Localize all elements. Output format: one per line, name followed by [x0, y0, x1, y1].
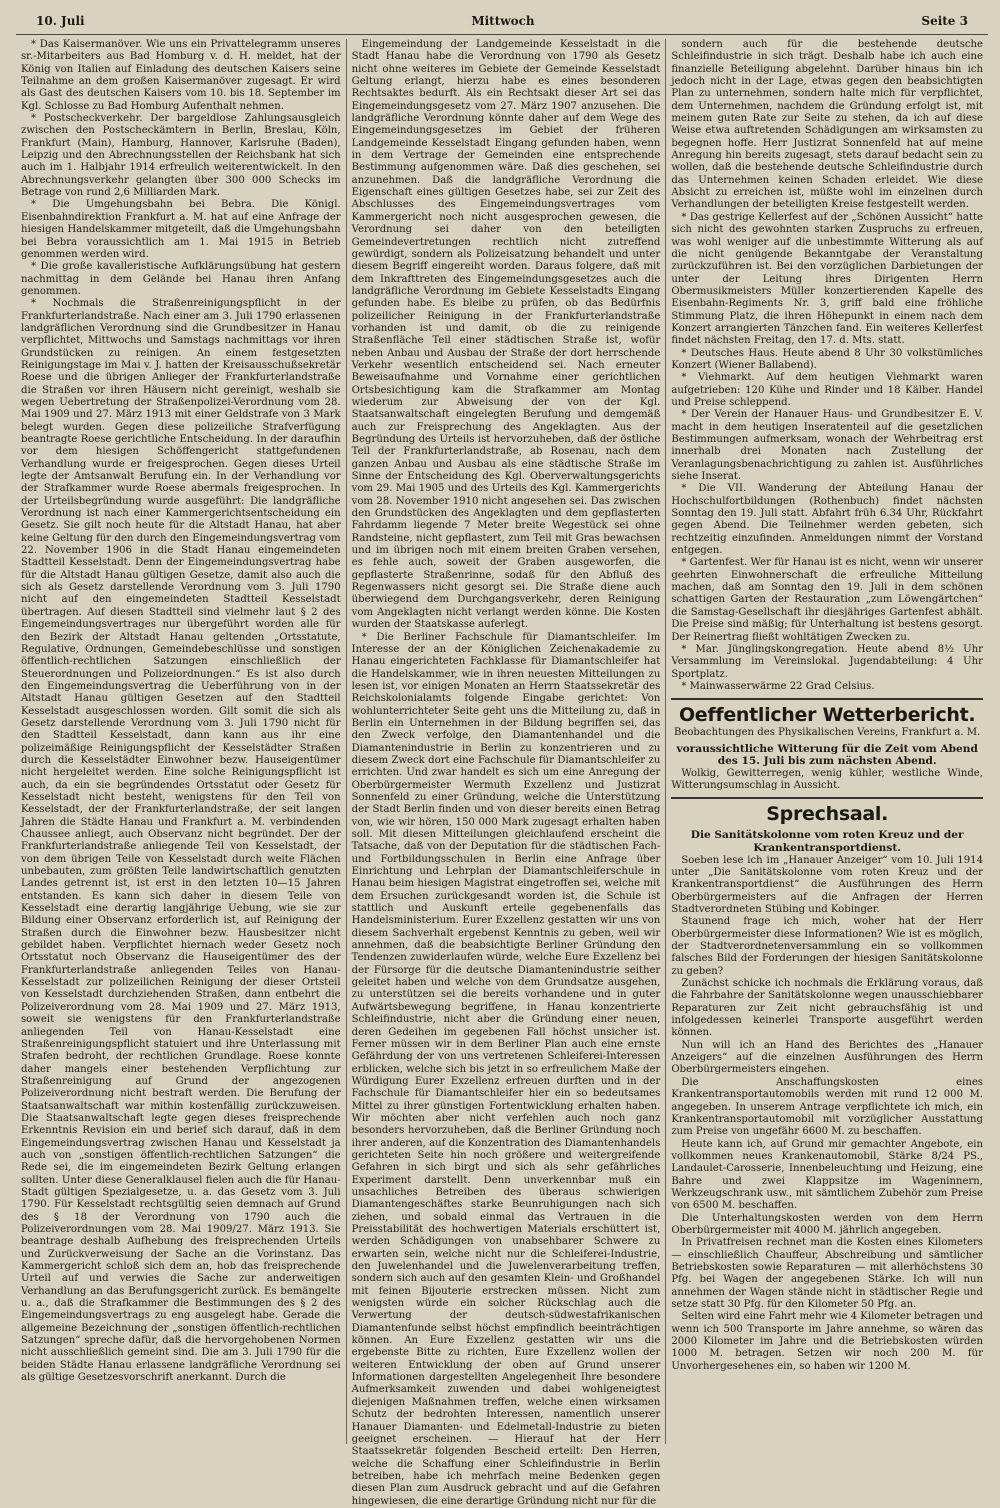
article-diamantschleifer-cont: sondern auch für die bestehende deutsche Schleifindustrie in sich trägt. Deshalb habe ich auch eine finanzielle Beteiligung abgelehnt. Darüber hinaus bin ich jedoch nicht in der Lage, etwas gegen den beabsichtigten Plan zu unternehmen, sondern halte mich für verpflichtet, dem Unternehmen, nachdem die Gründung erfolgt ist, mit meinem guten Rate zur Seite zu stehen, da ich auf diese Weise etwa auftretenden Schädigungen am wirksamsten zu begegnen hoffe. Herr Justizrat Sonnenfeld hat auf meine Anregung hin bereits zugesagt, stets darauf bedacht sein zu wollen, daß die bestehende deutsche Schleifindustrie durch das Unternehmen keinen Schaden erleidet. Wie diese Absicht zu erreichen ist, müßte wohl im einzelnen durch Verhandlungen der beteiligten Kreise festgestellt werden.	[671, 39, 983, 211]
sprechsaal-paragraph: Selten wird eine Fahrt mehr wie 4 Kilometer betragen und wenn ich 500 Transporte im Jahre annehme, so wären das 2000 Kilometer im Jahre und die Betriebskosten würden 1000 M. betragen. Setzen wir noch 200 M. für Unvorhergesehenes ein, so haben wir 1200 M.	[671, 1311, 983, 1372]
article-aufklaerungsuebung: * Die große kavalleristische Aufklärungsübung hat gestern nachmittag in dem Gelände bei Hanau ihren Anfang genommen.	[21, 261, 341, 297]
article-mainwasser: * Mainwasserwärme 22 Grad Celsius.	[681, 680, 875, 692]
article-grundbesitzer: * Der Verein der Hanauer Haus- und Grundbesitzer E. V. macht in dem heutigen Inseratenteil auf die gesetzlichen Bestimmungen aufmerksam, wonach der Wehrbeitrag erst innerhalb drei Monaten nach Zustellung der Veranlagungsbenachrichtigung zu zahlen ist. Ausführliches siehe Inserat.	[671, 409, 983, 483]
column-1	[16, 39, 346, 1444]
header-page-number: Seite 3	[921, 14, 968, 28]
header-weekday: Mittwoch	[471, 14, 535, 28]
article-kaisermanoever: * Das Kaisermanöver. Wie uns ein Privattelegramm unseres sr.-Mitarbeiters aus Bad Homburg v. d. H. meldet, hat der König von Italien auf Einladung des deutschen Kaisers seine Teilnahme an dem großen Kaisermanöver zugesagt. Er wird als Gast des deutschen Kaisers vom 10. bis 18. September im Kgl. Schlosse zu Bad Homburg Aufenthalt nehmen.	[21, 39, 341, 112]
sprechsaal-paragraph: Nun will ich an Hand des Berichtes des „Hanauer Anzeigers“ auf die einzelnen Ausführungen des Herrn Oberbürgermeisters eingehen.	[671, 1039, 983, 1076]
sprechsaal-title: Sprechsaal.	[766, 803, 889, 826]
sprechsaal-section	[671, 797, 983, 1373]
article-kongregation: * Mar. Jünglingskongregation. Heute abend 8½ Uhr Versammlung im Vereinslokal. Jugendabteilung: 4 Uhr Sportplatz.	[671, 643, 983, 680]
sprechsaal-paragraph: Zunächst schicke ich nochmals die Erklärung voraus, daß die Fahrbahre der Sanitätskolonne wegen unausschiebbarer Reparaturen zur Zeit nicht gebrauchsfähig ist und infolgedessen keinerlei Transporte ausgeführt werden können.	[671, 978, 983, 1039]
article-strassenreinigung: * Nochmals die Straßenreinigungspflicht in der Frankfurterlandstraße. Nach einer am 3. Juli 1790 erlassenen landgräflichen Verordnung sind die Grundbesitzer in Hanau verpflichtet, Mittwochs und Samstags nachmittags vor ihren Grundstücken zu reinigen. An einem festgesetzten Reinigungstage im Mai v. J. hatten der Kreisausschußsekretär Roese und die übrigen Anlieger der Frankfurterlandstraße die Straßen vor ihren Häusern nicht gereinigt, weshalb sie wegen Uebertretung der Straßenpolizei-Verordnung vom 28. Mai 1909 und 27. März 1913 mit einer Geldstrafe von 3 Mark belegt wurden. Gegen diese polizeiliche Strafverfügung beantragte Roese gerichtliche Entscheidung. In der daraufhin vor dem hiesigen Schöffengericht stattgefundenen Verhandlung wurde er freigesprochen. Gegen dieses Urteil legte der Amtsanwalt Berufung ein. In der Verhandlung vor der Strafkammer wurde Roese abermals freigesprochen. In der Urteilsbegründung wurde ausgeführt: Die landgräfliche Verordnung ist nach einer Kammergerichtsentscheidung ein Gesetz. Sie gilt noch heute für die Altstadt Hanau, hat aber keine Geltung für den durch den Eingemeindungsvertrag vom 22. November 1906 in die Stadt Hanau eingemeindeten Stadtteil Kesselstadt. Denn der Eingemeindungsvertrag habe für die Altstadt Hanau gültigen Gesetze, damit also auch die sich als Gesetz darstellende Verordnung vom 3. Juli 1790 nicht auf den eingemeindeten Stadtteil Kesselstadt übertragen. Auf diesen Stadtteil sind vielmehr laut § 2 des Eingemeindungsvertrages nur übergeführt worden alle für den Bezirk der Altstadt Hanau geltenden „Ortsstatute, Regulative, Ordnungen, Gemeindebeschlüsse und sonstigen öffentlich-rechtlichen Satzungen einschließlich der Steuerordnungen und Polizeiordnungen.“ Es ist also durch den Eingemeindungsvertrag die Ueberführung von in der Altstadt Hanau gültigen Gesetzen auf den Stadtteil Kesselstadt ausgeschlossen worden. Gilt somit die sich als Gesetz darstellende Verordnung vom 3. Juli 1790 nicht für den Stadtteil Kesselstadt, dann kann aus ihr eine polizeimäßige Reinigungspflicht der Kesselstädter Straßen durch die Kesselstädter Einwohner bezw. Hauseigentümer nicht hergeleitet werden. Eine solche Reinigungspflicht ist auch, da ein sie begründendes Ortsstatut oder Gesetz für Kesselstadt nicht besteht, wenigstens für den Teil von Kesselstadt, der der Frankfurterlandstraße, der seit langen Jahren die Städte Hanau und Frankfurt a. M. verbindenden Chaussee anliegt, auch Observanz nicht begründet. Der der Frankfurterlandstraße anliegende Teil von Kesselstadt, der von dem übrigen Teile von Kesselstadt durch weite Flächen unbebauten, zum größten Teile landwirtschaftlich genutzten Landes getrennt ist, ist erst in den letzten 10—15 Jahren entstanden. Es kann sich daher in diesem Teile von Kesselstadt eine derartig langjährige Uebung, wie sie zur Bildung einer Observanz erforderlich ist, auf Reinigung der Straßen durch die Einwohner bezw. Hausbesitzer nicht gebildet haben. Verpflichtet hiernach weder Gesetz noch Ortsstatut noch Observanz die Hauseigentümer des der Frankfurterlandstraße anliegenden Teiles von Hanau-Kesselstadt zur polizeilichen Reinigung der dieser Ortsteil von Kesselstadt durchziehenden Straßen, dann entbehrt die Polizeiverordnung vom 28. Mai 1909 und 27. März 1913, soweit sie wenigstens für den Frankfurterlandstraße anliegenden Teil von Hanau-Kesselstadt eine Straßenreinigungspflicht statuiert und ihre Unterlassung mit Strafen bedroht, der rechtlichen Grundlage. Roese konnte daher mangels einer bestehenden Verpflichtung zur Straßenreinigung auf Grund der angezogenen Polizeiverordnung nicht bestraft werden. Die Berufung der Staatsanwaltschaft war mithin kostenfällig zurückzuweisen. Die Staatsanwaltschaft legte gegen dieses freisprechende Erkenntnis Revision ein und berief sich darauf, daß in dem Eingemeindungsvertrag zwischen Hanau und Kesselstadt ja auch von „sonstigen öffentlich-rechtlichen Satzungen“ die Rede sei, die im eingemeindeten Bezirk Geltung erlangen sollten. Unter diese Generalklausel fielen auch die für Hanau-Stadt gültigen Spezialgesetze, u. a. das Gesetz vom 3. Juli 1790. Für Kesselstadt rechtsgültig seien demnach auf Grund des § 18 der Verordnung von 1790 auch die Polizeiverordnungen vom 28. Mai 1909/27. März 1913. Sie beantrage deshalb Aufhebung des freisprechenden Urteils und Zurückverweisung der Sache an die Vorinstanz. Das Kammergericht schloß sich dem an, hob das freisprechende Urteil auf und verwies die Sache zur anderweitigen Verhandlung an das Berufungsgericht zurück. Es bemängelte u. a., daß die Strafkammer die Bestimmungen des § 2 des Eingemeindungsvertrags zu eng ausgelegt habe. Gerade die allgemeine Bezeichnung der „sonstigen öffentlich-rechtlichen Satzungen“ spreche dafür, daß die hervorgehobenen Normen nicht ausschließlich gemeint sind. Die am 3. Juli 1790 für die beiden Städte Hanau erlassene landgräfliche Verordnung sei als gültige Gesetzesvorschrift anerkannt. Durch die	[21, 298, 341, 1384]
article-strassenreinigung-cont: Eingemeindung der Landgemeinde Kesselstadt in die Stadt Hanau habe die Verordnung von 1790 als Gesetz nicht ohne weiteres im Gebiete der Gemeinde Kesselstadt Geltung erlangt, hierzu habe es eines besonderen Rechtsaktes bedurft. Als ein Rechtsakt dieser Art sei das Eingemeindungsgesetz vom 27. März 1907 anzusehen. Die landgräfliche Verordnung könnte daher auf dem Wege des Eingemeindungsgesetzes im Gebiet der früheren Landgemeinde Kesselstadt Eingang gefunden haben, wenn in dem Vertrage der Gemeinden eine entsprechende Bestimmung aufgenommen wäre. Daß dies geschehen, sei anzunehmen. Daß die landgräfliche Verordnung die Eigenschaft eines gültigen Gesetzes habe, sei zur Zeit des Abschlusses des Eingemeindungsvertrages vom Kammergericht noch nicht ausgesprochen gewesen, die Verordnung sei daher von den beteiligten Gemeindevertretungen rechtlich nicht zutreffend gewürdigt, sondern als Polizeisatzung behandelt und unter diesem Begriff eingereiht worden. Daraus folgere, daß mit dem Inkrafttreten des Eingemeindungsgesetzes auch die landgräfliche Verordnung im Gebiete Kesselstadts Eingang gefunden habe. Es bleibe zu prüfen, ob das Bedürfnis polizeilicher Reinigung in der Frankfurterlandstraße vorhanden ist und damit, ob die zu reinigende Straßenfläche Teil einer städtischen Straße ist, wofür neben Anbau und Ausbau der Straße der dort herrschende Verkehr wesentlich entscheidend sei. Nach erneuter Beweisaufnahme und Vornahme einer gerichtlichen Ortsbesichtigung kam die Strafkammer am Montag wiederum zur Abweisung der von der Kgl. Staatsanwaltschaft eingelegten Berufung und demgemäß auch zur Freisprechung des Angeklagten. Aus der Begründung des Urteils ist hervorzuheben, daß der östliche Teil der Frankfurterlandstraße, ab Rosenau, nach dem ganzen Anbau und Ausbau als eine städtische Straße im Sinne der Entscheidung des Kgl. Oberverwaltungsgerichts vom 29. Mai 1905 und des Urteils des Kgl. Kammergerichts vom 28. November 1910 nicht angesehen sei. Das zwischen den Grundstücken des Angeklagten und dem gepflasterten Fahrdamm liegende 7 Meter breite Wegestück sei ohne Randsteine, nicht gepflastert, zum Teil mit Gras bewachsen und im übrigen noch mit einem breiten Graben versehen, es fehle auch, soweit der Graben ausgeworfen, die gepflasterte Straßenrinne, sodaß für den Abfluß des Regenwassers nicht gesorgt sei. Die Straße diene auch überwiegend dem Durchgangsverkehr, deren Reinigung vom Angeklagten nicht verlangt werden könne. Die Kosten wurden der Staatskasse auferlegt.	[351, 39, 661, 631]
sprechsaal-paragraph: Staunend frage ich mich, woher hat der Herr Oberbürgermeister diese Informationen? Wie ist es möglich, der Stadtverordnetenversammlung ein so vollkommen falsches Bild der Forderungen der hiesigen Sanitätskolonne zu geben?	[671, 916, 983, 977]
article-postscheckverkehr: * Postscheckverkehr. Der bargeldlose Zahlungsausgleich zwischen den Postscheckämtern in Berlin, Breslau, Köln, Frankfurt (Main), Hamburg, Hannover, Karlsruhe (Baden), Leipzig und den Abrechnungsstellen der Reichsbank hat sich auch im 1. Halbjahr 1914 erfreulich weiterentwickelt. In den Abrechnungsverkehr gelangten über 300 000 Schecks im Betrage von rund 2,6 Milliarden Mark.	[21, 113, 341, 199]
weather-text: Wolkig, Gewitterregen, wenig kühler, westliche Winde, Witterungsumschlag in Aussicht.	[671, 767, 983, 792]
sprechsaal-paragraph: Soeben lese ich im „Hanauer Anzeiger“ vom 10. Juli 1914 unter „Die Sanitätskolonne vom roten Kreuz und der Krankentransportdienst“ die Ausführungen des Herrn Oberbürgermeisters auf die Anfragen der Herren Stadtverordneten Stübing und Kobinger.	[671, 854, 983, 915]
article-wanderung: * Die VII. Wanderung der Abteilung Hanau der Hochschulfortbildungen (Rothenbuch) findet nächsten Sonntag den 19. Juli statt. Abfahrt früh 6.34 Uhr, Rückfahrt gegen Abend. Die Teilnehmer werden gebeten, sich rechtzeitig einzufinden. Anmeldungen nimmt der Vorstand entgegen.	[671, 483, 983, 557]
weather-report	[671, 698, 983, 792]
weather-intro: Beobachtungen des Physikalischen Vereins, Frankfurt a. M.	[673, 727, 981, 739]
sprechsaal-paragraph: Heute kann ich, auf Grund mir gemachter Angebote, ein vollkommen neues Krankenautomobil, Stärke 8/24 PS., Landaulet-Carosserie, Innenbeleuchtung und Heizung, eine Bahre und zwei Klappsitze im Wageninnern, Werkzeugschrank usw., mit sämtlichem Zubehör zum Preise von 6500 M. beschaffen.	[671, 1138, 983, 1212]
header-date: 10. Juli	[36, 14, 85, 28]
article-viehmarkt: * Viehmarkt. Auf dem heutigen Viehmarkt waren aufgetrieben: 120 Kühe und Rinder und 18 Kälber. Handel und Preise schleppend.	[671, 372, 983, 408]
sprechsaal-paragraph: Die Anschaffungskosten eines Krankentransportautomobils werden mit rund 12 000 M. angegeben. In unserem Antrage verpflichtete ich mich, ein Krankentransportautomobil mit vorzüglicher Ausstattung zum Preise von ungefähr 6600 M. zu beschaffen.	[671, 1076, 983, 1138]
sprechsaal-paragraph: Die Unterhaltungskosten werden von dem Herrn Oberbürgermeister mit 4000 M. jährlich angegeben.	[671, 1212, 983, 1236]
article-kellerfest: * Das gestrige Kellerfest auf der „Schönen Aussicht“ hatte sich nicht des gewohnten starken Zuspruchs zu erfreuen, was wohl weniger auf die unbestimmte Witterung als auf die nicht genügende Bekanntgabe der Veranstaltung zurückzuführen ist. Bei den vorzüglichen Darbietungen der unter der Leitung ihres Dirigenten Herrn Obermusikmeisters Müller konzertierenden Kapelle des Eisenbahn-Regiments Nr. 3, griff bald eine fröhliche Stimmung Platz, die ihren Höhepunkt in einem nach dem Konzert arrangierten Tänzchen fand. Ein weiteres Kellerfest findet nächsten Freitag, den 17. d. Mts. statt.	[671, 211, 983, 347]
column-2	[346, 39, 666, 1507]
article-gartenfest: * Gartenfest. Wer für Hanau ist es nicht, wenn wir unserer geehrten Einwohnerschaft die erfreuliche Mitteilung machen, daß am Sonntag den 19. Juli in dem schönen schattigen Garten der Restauration „zum Löwengärtchen“ die Samstag-Gesellschaft ihr diesjähriges Gartenfest abhält. Die Preise sind mäßig; für Unterhaltung ist bestens gesorgt. Der Reinertrag fließt wohltätigen Zwecken zu.	[671, 557, 983, 643]
sprechsaal-subtitle: Die Sanitätskolonne vom roten Kreuz und der Krankentransportdienst.	[690, 829, 964, 855]
columns	[16, 39, 988, 1507]
article-deutsches-haus: * Deutsches Haus. Heute abend 8 Uhr 30 volkstümliches Konzert (Wiener Ballabend).	[671, 347, 983, 371]
sprechsaal-paragraph: In Privatfreisen rechnet man die Kosten eines Kilometers — einschließlich Chauffeur, Abschreibung und sämtlicher Betriebskosten sowie Reparaturen — mit allerhöchstens 30 Pfg. bei Wagen der angegebenen Stärke. Ich will nun annehmen der Wagen stände nicht in städtischer Regie und setze statt 30 Pfg. für den Kilometer 50 Pfg. an.	[671, 1237, 983, 1310]
article-diamantschleifer: * Die Berliner Fachschule für Diamantschleifer. Im Interesse der an der Königlichen Zeichenakademie zu Hanau eingerichteten Fachklasse für Diamantschleifer hat die Handelskammer, wie in ihren neuesten Mitteilungen zu lesen ist, vor einigen Monaten an Herrn Staatssekretär des Reichskolonialamts folgende Eingabe gerichtet: Von wohlunterrichteter Seite geht uns die Mitteilung zu, daß in Berlin ein Unternehmen in der Bildung begriffen sei, das den Zweck verfolge, den Diamantenhandel und die Diamantenindustrie in Berlin zu konzentrieren und zu diesem Zweck dort eine Fachschule für Diamantschleifer zu errichten. Und zwar handelt es sich um eine Anregung der Oberbürgermeister Wermuth Exzellenz und Justizrat Sonnenfeld zu einer Gründung, welche die Unterstützung der Stadt Berlin finden und von dieser bereits einen Betrag von, wie wir hören, 150 000 Mark zugesagt erhalten haben soll. Mit diesen Mitteilungen gleichlaufend erscheint die Tatsache, daß von der Deputation für die städtischen Fach- und Fortbildungsschulen in Berlin eine Anfrage über Einrichtung und Lehrplan der Diamantschleiferschule in Hanau beim hiesigen Magistrat eingetroffen sei, welche mit dem Ersuchen zurückgesandt worden ist, die Schule ist stattlich und Auskunft erteile gegebenenfalls das Handelsministerium. Eurer Exzellenz gestatten wir uns von diesem Sachverhalt ergebenst Kenntnis zu geben, weil wir annehmen, daß die beabsichtigte Berliner Gründung den Tendenzen zuwiderlaufen würde, welche Eure Exzellenz bei der Fürsorge für die deutsche Diamantenindustrie seither geleitet haben und welche von dem Grundsatze ausgehen, zu unterstützen sei die bereits vorhandene und in guter Aufwärtsbewegung begriffene, in Hanau konzentrierte Schleifindustrie, nicht aber die Gründung einer neuen, deren Gedeihen im gegebenen Fall höchst unsicher ist. Ferner müssen wir in dem Berliner Plan auch eine ernste Gefährdung der von uns vertretenen Schleiferei-Interessen erblicken, welche sich bis jetzt in so erfreulichem Maße der Würdigung Eurer Exzellenz erfreuen durften und in der Fachschule für Diamantschleifer hier ein so bedeutsames Mittel zu ihrer günstigen Fortentwicklung erhalten haben. Wir möchten aber nicht verfehlen auch noch ganz besonders hervorzuheben, daß die Berliner Gründung noch ihrer anderen, auf die Konzentration des Diamantenhandels gerichteten Seite hin noch größere und weitergreifende Gefahren in sich birgt und sich als sehr gefährliches Experiment darstellt. Denn unverkennbar muß ein unsachliches Betreiben des überaus schwierigen Diamantengeschäftes starke Beunruhigungen nach sich ziehen, und sobald einmal das Vertrauen in die Preisstabilität des hochwertigen Materials erschüttert ist, werden Schädigungen von unabsehbarer Schwere zu erwarten sein, welche nicht nur die Schleiferei-Industrie, den Juwelenhandel und die Juwelenverarbeitung treffen, sondern sich auch auf den gesamten Klein- und Großhandel mit feinen Bijouterie erstrecken müssen. Nicht zum wenigsten würde ein solcher Rückschlag auch die Verwertung der deutsch-südwestafrikanischen Diamantenfunde selbst höchst empfindlich beeinträchtigen können. An Eure Exzellenz gestatten wir uns die ergebenste Bitte zu richten, Eure Exzellenz wollen der weiteren Entwicklung der oben auf Grund unserer Informationen dargestellten Angelegenheit Ihre besondere Aufmerksamkeit zuwenden und dabei wohlgeneigtest diejenigen Maßnahmen treffen, welche einen wirksamen Schutz der bedrohten Interessen, namentlich unserer Hanauer Diamanten- und Edelmetall-Industrie zu bieten geeignet erscheinen. — Hierauf hat der Herr Staatssekretär folgenden Bescheid erteilt: Den Herren, welche die Schaffung einer Schleifindustrie in Berlin betreiben, habe ich mehrfach meine Bedenken gegen diesen Plan zum Ausdruck gebracht und auf die Gefahren hingewiesen, die eine derartige Gründung nicht nur für die	[351, 631, 661, 1507]
column-3	[665, 39, 988, 1444]
weather-title: Oeffentlicher Wetterbericht.	[678, 704, 976, 727]
article-umgehungsbahn: * Die Umgehungsbahn bei Bebra. Die Königl. Eisenbahndirektion Frankfurt a. M. hat auf eine Anfrage der hiesigen Handelskammer mitgeteilt, daß die Umgehungsbahn bei Bebra voraussichtlich am 1. Mai 1915 in Betrieb genommen werden wird.	[21, 199, 341, 260]
weather-subtitle: voraussichtliche Witterung für die Zeit vom Abend des 15. Juli bis zum nächsten Abend.	[676, 742, 978, 768]
page-header	[16, 14, 988, 35]
